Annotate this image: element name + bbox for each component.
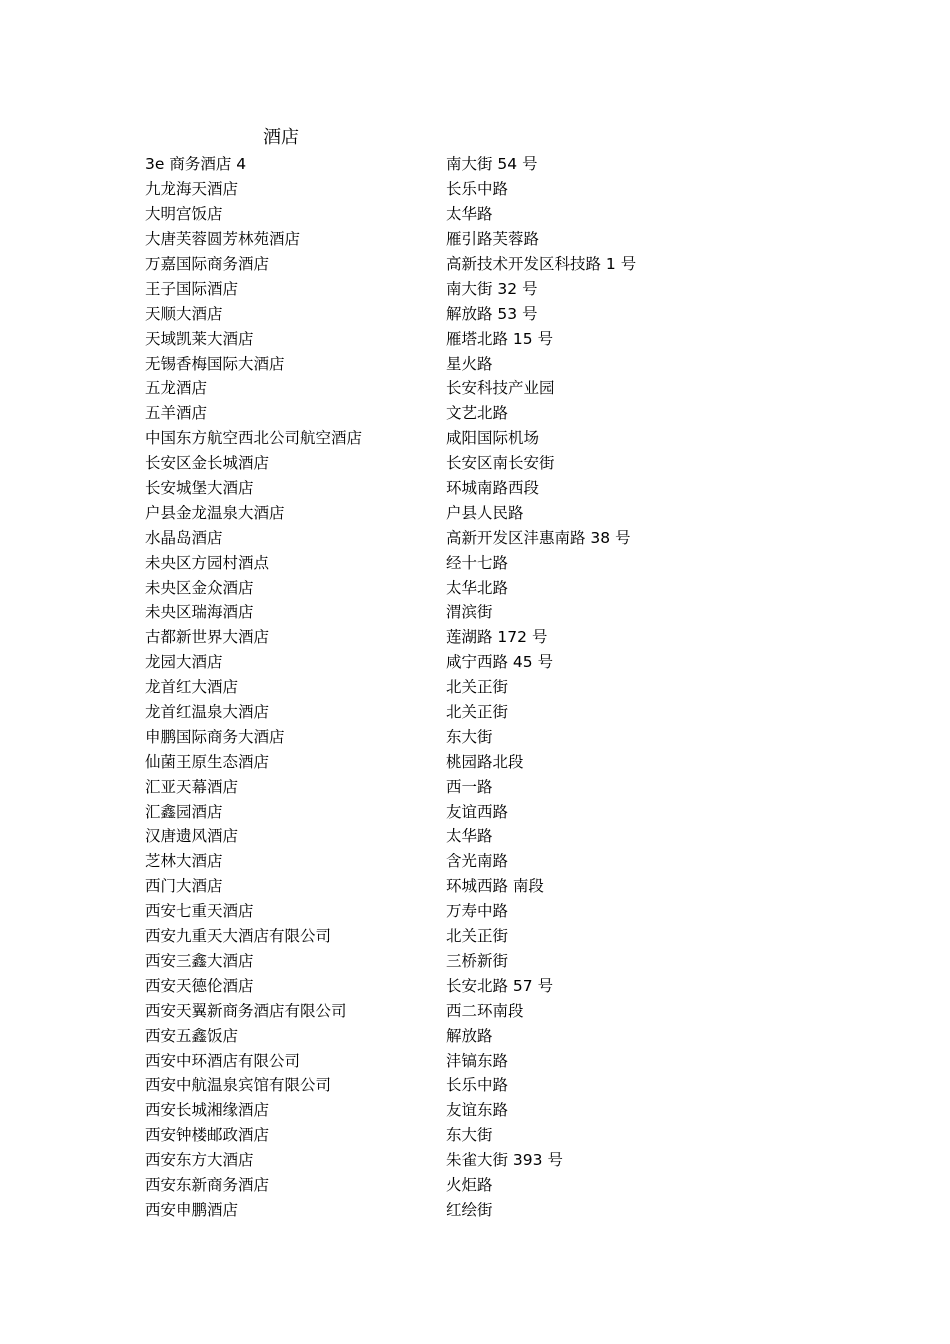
hotel-name: 天顺大酒店: [145, 304, 223, 323]
hotel-address: 红绘街: [446, 1200, 493, 1219]
hotel-name: 天域凯莱大酒店: [145, 329, 254, 348]
hotel-address: 太华北路: [446, 578, 509, 597]
hotel-address: 经十七路: [446, 553, 509, 572]
hotel-name: 芝林大酒店: [145, 852, 223, 871]
hotel-address: 解放路: [446, 1026, 493, 1045]
hotel-address: 雁塔北路 15 号: [446, 329, 554, 348]
hotel-address: 西二环南段: [446, 1001, 524, 1020]
list-item: [145, 773, 845, 798]
list-item: [145, 325, 845, 350]
list-item: [145, 176, 845, 201]
hotel-name: 未央区金众酒店: [145, 578, 254, 597]
list-item: [145, 723, 845, 748]
hotel-name: 汇鑫园酒店: [145, 802, 223, 821]
hotel-name: 九龙海天酒店: [145, 180, 239, 199]
hotel-address: 友谊西路: [446, 802, 509, 821]
list-item: [145, 275, 845, 300]
list-item: [145, 972, 845, 997]
hotel-name: 五龙酒店: [145, 379, 208, 398]
hotel-name: 长安城堡大酒店: [145, 479, 254, 498]
hotel-list: [145, 151, 845, 1221]
list-item: [145, 400, 845, 425]
list-item: [145, 1196, 845, 1221]
list-item: [145, 848, 845, 873]
hotel-name: 大唐芙蓉圆芳林苑酒店: [145, 230, 301, 249]
hotel-name: 中国东方航空西北公司航空酒店: [145, 429, 363, 448]
hotel-address: 星火路: [446, 354, 493, 373]
hotel-name: 大明宫饭店: [145, 205, 223, 224]
hotel-name: 龙园大酒店: [145, 653, 223, 672]
list-item: [145, 1122, 845, 1147]
hotel-address: 南大街 32 号: [446, 279, 538, 298]
hotel-address: 长安科技产业园: [446, 379, 555, 398]
list-item: [145, 599, 845, 624]
list-item: [145, 1022, 845, 1047]
hotel-name: 西安五鑫饭店: [145, 1026, 239, 1045]
list-item: [145, 574, 845, 599]
hotel-address: 北关正街: [446, 703, 509, 722]
list-item: [145, 350, 845, 375]
hotel-address: 高新开发区沣惠南路 38 号: [446, 528, 631, 547]
list-item: [145, 823, 845, 848]
document-title: 酒店: [263, 127, 299, 148]
hotel-address: 长安北路 57 号: [446, 976, 554, 995]
hotel-name: 长安区金长城酒店: [145, 454, 270, 473]
list-item: [145, 450, 845, 475]
hotel-name: 万嘉国际商务酒店: [145, 255, 270, 273]
list-item: [145, 549, 845, 574]
list-item: [145, 898, 845, 923]
list-item: [145, 226, 845, 251]
hotel-address: 长乐中路: [446, 180, 509, 199]
hotel-address: 西一路: [446, 777, 493, 796]
list-item: [145, 923, 845, 948]
hotel-address: 长乐中路: [446, 1076, 509, 1095]
list-item: [145, 649, 845, 674]
hotel-address: 东大街: [446, 727, 493, 746]
hotel-address: 朱雀大街 393 号: [446, 1151, 563, 1170]
hotel-name: 西安三鑫大酒店: [145, 951, 254, 970]
hotel-address: 环城西路 南段: [446, 877, 544, 896]
hotel-name: 西安申鹏酒店: [145, 1200, 239, 1219]
hotel-name: 古都新世界大酒店: [145, 628, 270, 647]
list-item: [145, 425, 845, 450]
hotel-name: 汇亚天幕酒店: [145, 777, 239, 796]
list-item: [145, 251, 845, 276]
hotel-name: 汉唐遗风酒店: [145, 827, 239, 846]
hotel-address: 文艺北路: [446, 404, 509, 423]
list-item: [145, 151, 845, 176]
hotel-name: 未央区瑞海酒店: [145, 603, 254, 622]
hotel-name: 3e 商务酒店 4: [145, 155, 247, 174]
list-item: [145, 475, 845, 500]
list-item: [145, 300, 845, 325]
hotel-name: 西安七重天酒店: [145, 902, 254, 921]
hotel-address: 渭滨街: [446, 603, 493, 622]
hotel-address: 环城南路西段: [446, 479, 540, 498]
list-item: [145, 997, 845, 1022]
hotel-name: 王子国际酒店: [145, 279, 239, 298]
hotel-name: 龙首红大酒店: [145, 678, 239, 697]
hotel-address: 沣镐东路: [446, 1051, 509, 1070]
hotel-name: 户县金龙温泉大酒店: [145, 503, 285, 522]
hotel-address: 万寿中路: [446, 902, 509, 921]
hotel-name: 西安长城湘缘酒店: [145, 1101, 270, 1120]
list-item: [145, 499, 845, 524]
list-item: [145, 873, 845, 898]
hotel-name: 申鹏国际商务大酒店: [145, 727, 285, 746]
hotel-name: 西安东新商务酒店: [145, 1175, 270, 1194]
hotel-address: 莲湖路 172 号: [446, 628, 548, 647]
list-item: [145, 375, 845, 400]
list-item: [145, 1147, 845, 1172]
hotel-name: 仙菌王原生态酒店: [145, 752, 270, 771]
list-item: [145, 524, 845, 549]
hotel-address: 三桥新街: [446, 951, 509, 970]
hotel-name: 西安东方大酒店: [145, 1151, 254, 1170]
hotel-name: 无锡香梅国际大酒店: [145, 354, 285, 373]
hotel-address: 雁引路芙蓉路: [446, 230, 540, 249]
hotel-name: 西安九重天大酒店有限公司: [145, 927, 332, 946]
hotel-address: 太华路: [446, 827, 493, 846]
list-item: [145, 624, 845, 649]
list-item: [145, 1172, 845, 1197]
hotel-address: 南大街 54 号: [446, 155, 538, 174]
list-item: [145, 748, 845, 773]
hotel-address: 高新技术开发区科技路 1 号: [446, 255, 637, 273]
hotel-address: 北关正街: [446, 927, 509, 946]
list-item: [145, 201, 845, 226]
hotel-name: 水晶岛酒店: [145, 528, 223, 547]
hotel-address: 咸阳国际机场: [446, 429, 540, 448]
hotel-name: 五羊酒店: [145, 404, 208, 423]
hotel-name: 西安天翼新商务酒店有限公司: [145, 1001, 347, 1020]
hotel-address: 解放路 53 号: [446, 304, 538, 323]
hotel-address: 桃园路北段: [446, 752, 524, 771]
hotel-address: 咸宁西路 45 号: [446, 653, 554, 672]
list-item: [145, 1072, 845, 1097]
list-item: [145, 798, 845, 823]
hotel-address: 火炬路: [446, 1175, 493, 1194]
list-item: [145, 1097, 845, 1122]
hotel-name: 西门大酒店: [145, 877, 223, 896]
hotel-name: 西安钟楼邮政酒店: [145, 1126, 270, 1145]
hotel-address: 北关正街: [446, 678, 509, 697]
hotel-address: 含光南路: [446, 852, 509, 871]
list-item: [145, 1047, 845, 1072]
hotel-address: 太华路: [446, 205, 493, 224]
hotel-name: 未央区方园村酒点: [145, 553, 270, 572]
list-item: [145, 948, 845, 973]
hotel-address: 东大街: [446, 1126, 493, 1145]
hotel-name: 西安中环酒店有限公司: [145, 1051, 301, 1070]
hotel-address: 友谊东路: [446, 1101, 509, 1120]
list-item: [145, 674, 845, 699]
hotel-address: 户县人民路: [446, 503, 524, 522]
hotel-address: 长安区南长安街: [446, 454, 555, 473]
list-item: [145, 699, 845, 724]
hotel-name: 龙首红温泉大酒店: [145, 703, 270, 722]
hotel-name: 西安天德伦酒店: [145, 976, 254, 995]
hotel-name: 西安中航温泉宾馆有限公司: [145, 1076, 332, 1095]
